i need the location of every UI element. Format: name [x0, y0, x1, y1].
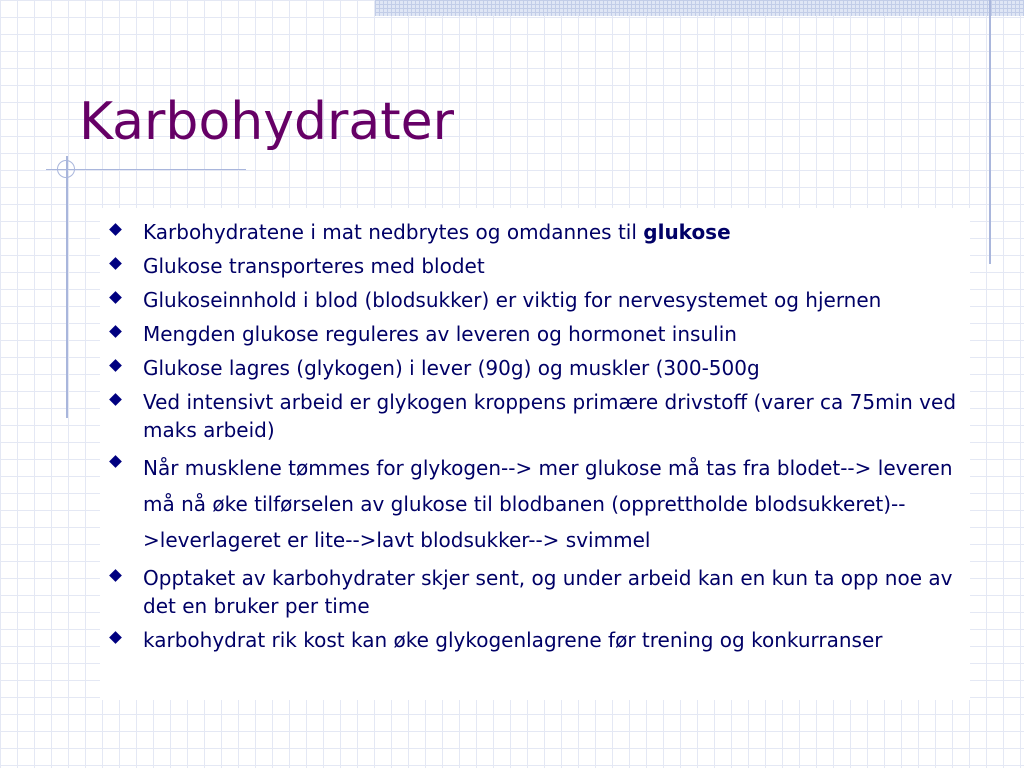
- right-decorative-line: [989, 0, 991, 264]
- bullet-bold-text: glukose: [643, 220, 731, 244]
- bullet-text: Når musklene tømmes for glykogen--> mer glukose må tas fra blodet--> leveren må nå øke tilførselen av glukose til blodbanen (opprettholde blodsukkeret)-->leverlageret er lite-->lavt blodsukker--> svimmel: [143, 456, 953, 552]
- diamond-bullet-icon: [109, 325, 122, 338]
- bullet-text: karbohydrat rik kost kan øke glykogenlagrene før trening og konkurranser: [143, 628, 883, 652]
- bullet-item: [108, 354, 958, 382]
- bullet-text: Mengden glukose reguleres av leveren og hormonet insulin: [143, 322, 737, 346]
- bullet-item: [108, 252, 958, 280]
- bullet-item: [108, 626, 958, 654]
- bullet-text: Glukoseinnhold i blod (blodsukker) er viktig for nervesystemet og hjernen: [143, 288, 882, 312]
- title-underline: [46, 169, 246, 170]
- slide-title: Karbohydrater: [79, 92, 454, 152]
- left-decorative-line: [66, 156, 68, 418]
- top-pattern-band: [375, 0, 1024, 16]
- diamond-bullet-icon: [109, 393, 122, 406]
- diamond-bullet-icon: [109, 291, 122, 304]
- circle-ornament: [57, 160, 75, 178]
- bullet-text: Glukose lagres (glykogen) i lever (90g) og muskler (300-500g: [143, 356, 760, 380]
- bullet-text: Karbohydratene i mat nedbrytes og omdannes til: [143, 220, 644, 244]
- diamond-bullet-icon: [109, 569, 122, 582]
- bullet-text: Glukose transporteres med blodet: [143, 254, 485, 278]
- bullet-item: [108, 218, 958, 246]
- diamond-bullet-icon: [109, 359, 122, 372]
- diamond-bullet-icon: [109, 257, 122, 270]
- diamond-bullet-icon: [109, 631, 122, 644]
- bullet-item: [108, 320, 958, 348]
- bullet-item: [108, 450, 958, 558]
- diamond-bullet-icon: [109, 455, 122, 468]
- bullet-text: Opptaket av karbohydrater skjer sent, og under arbeid kan en kun ta opp noe av det en bruker per time: [143, 566, 953, 618]
- bullet-text: Ved intensivt arbeid er glykogen kroppens primære drivstoff (varer ca 75min ved maks arbeid): [143, 390, 957, 442]
- bullet-item: [108, 286, 958, 314]
- bullet-list: [108, 218, 958, 660]
- bullet-item: [108, 564, 958, 620]
- bullet-item: [108, 388, 958, 444]
- diamond-bullet-icon: [109, 223, 122, 236]
